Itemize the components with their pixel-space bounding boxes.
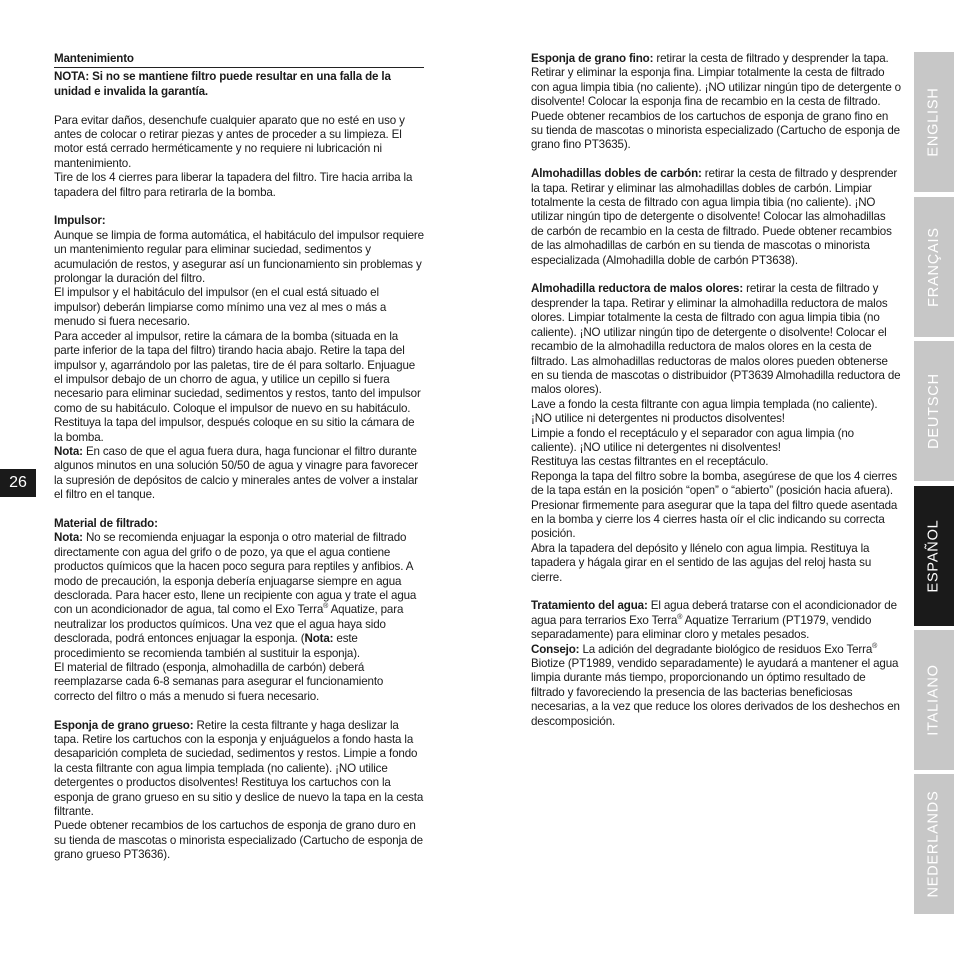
tab-francais[interactable] [914, 197, 954, 337]
fino-paragraph [531, 52, 901, 153]
olores-heading: Almohadilla reductora de malos olores: [531, 282, 744, 296]
impulsor-note [54, 445, 424, 503]
material-note [54, 531, 424, 661]
tab-espanol[interactable] [914, 486, 954, 626]
material-heading: Material de filtrado: [54, 516, 158, 530]
tab-deutsch[interactable] [914, 341, 954, 481]
intro-paragraph: Para evitar daños, desenchufe cualquier aparato que no esté en uso y antes de colocar o retirar piezas y antes de proceder a su limpieza. El motor está cerrado herméticamente y no requiere ni lubricación ni mantenimiento. [54, 113, 405, 170]
tab-label: ITALIANO [926, 664, 942, 736]
consejo-text: La adición del degradante biológico de residuos Exo Terra [579, 642, 873, 656]
tab-label: DEUTSCH [926, 373, 942, 449]
step-paragraph: Lave a fondo la cesta filtrante con agua limpia templada (no caliente). ¡NO utilice ni detergentes ni productos disolventes! [531, 397, 878, 426]
impulsor-paragraph: Aunque se limpia de forma automática, el habitáculo del impulsor requiere un mantenimiento regular para eliminar suciedad, sedimentos y acumulación de restos, y asegurar así un funcionamiento sin problemas y prolongar la duración del filtro. [54, 228, 424, 286]
carbon-paragraph [531, 167, 901, 268]
step-paragraph: Abra la tapadera del depósito y llénelo con agua limpia. Restituya la tapadera y hágala girar en el sentido de las agujas del reloj hasta su cierre. [531, 541, 872, 584]
note-label: Nota: [54, 531, 83, 545]
page-number: 26 [0, 469, 36, 497]
intro-paragraph: Tire de los 4 cierres para liberar la tapadera del filtro. Tire hacia arriba la tapadera del filtro para retirarla de la bomba. [54, 171, 413, 199]
impulsor-heading: Impulsor: [54, 214, 106, 228]
tab-label: ENGLISH [926, 87, 943, 157]
tab-label: NEDERLANDS [926, 790, 943, 898]
agua-text: Aquatize Terrarium (PT1979, vendido separadamente) para eliminar cloro y metales pesados. [531, 613, 872, 642]
fino-heading: Esponja de grano fino: [531, 52, 654, 65]
registered-mark: ® [323, 603, 329, 611]
material-paragraph: El material de filtrado (esponja, almohadilla de carbón) deberá reemplazarse cada 6-8 semanas para asegurar el funcionamiento correcto del filtro o más a menudo si fuera necesario. [54, 661, 384, 703]
note-text: No se recomienda enjuagar la esponja o otro material de filtrado directamente con agua del grifo o de pozo, ya que el agua contiene productos químicos que la hacen poco segura para reptiles y anfibios. A modo de precaución, la esponja debería enjuagarse siempre en agua desclorada. Para hacer esto, llene un recipiente con agua y trate el agua con un acondicionador de agua, tal como el Exo Terra [54, 531, 417, 617]
right-column [531, 52, 901, 729]
registered-mark: ® [677, 613, 683, 621]
step-paragraph: Reponga la tapa del filtro sobre la bomba, asegúrese de que los 4 cierres de la tapa están en la posición “open” o “abierto” (posición hacia afuera). Presionar firmemente para asegurar que la tapa del filtro quede asentada en la bomba y cierre los 4 cierres hasta oír el clic indicando su correcta posición. [531, 469, 898, 541]
section-title: Mantenimiento [54, 52, 424, 68]
note-text: este procedimiento se recomienda también al sustituir la esponja). [54, 632, 360, 660]
tab-label: ESPAÑOL [926, 519, 942, 593]
grueso-paragraph: Puede obtener recambios de los cartuchos de esponja de grano duro en su tienda de mascotas o minorista especializado (Cartucho de esponja de grano grueso PT3636). [54, 819, 423, 862]
consejo-text: Biotize (PT1989, vendido separadamente) le ayudará a mantener el agua limpia durante más tiempo, proporcionando un óptimo resultado de filtrado y favoreciendo la presencia de las bacterias beneficiosas necesarias, a la vez que reduce los olores derivados de los deshechos en descomposición. [531, 657, 900, 728]
left-column [54, 52, 424, 863]
note-text: En caso de que el agua fuera dura, haga funcionar el filtro durante algunos minutos en una solución 50/50 de agua y vinagre para favorecer la supresión de depósitos de calcio y minerales antes de volver a instalar el filtro en el tanque. [54, 444, 418, 502]
step-paragraph: Limpie a fondo el receptáculo y el separador con agua limpia (no caliente). ¡NO utilice ni detergentes ni disolventes! [531, 426, 854, 454]
agua-heading: Tratamiento del agua: [531, 599, 648, 613]
consejo-label: Consejo: [531, 642, 580, 656]
fino-text: retirar la cesta de filtrado y desprender la tapa. Retirar y eliminar la esponja fina. Limpiar totalmente la cesta de filtrado con agua limpia tibia (no caliente). ¡NO utilizar ningún tipo de detergente o disolvente! Colocar la esponja fina de recambio en la cesta de filtrado. Puede obtener recambios de los cartuchos de esponja de grano fino en su tienda de mascotas o minorista especializado (Cartucho de esponja de grano fino PT3635). [531, 52, 901, 152]
consejo-paragraph [531, 643, 901, 729]
carbon-heading: Almohadillas dobles de carbón: [531, 167, 702, 181]
note-text: Aquatize, para neutralizar los productos químicos. Una vez que el agua haya sido desclorada, podrá entonces enjuagar la esponja. ( [54, 603, 404, 646]
agua-paragraph [531, 599, 901, 642]
registered-mark: ® [872, 642, 878, 650]
grueso-paragraph [54, 719, 424, 820]
carbon-text: retirar la cesta de filtrado y desprender la tapa. Retirar y eliminar las almohadillas dobles de carbón. Limpiar totalmente la cesta de filtrado con agua limpia tibia (no caliente). ¡NO utilizar ningún tipo de detergente o disolvente! Colocar las almohadillas de carbón de recambio en la cesta de filtrado. Puede obtener recambios de las almohadillas de carbón en su tienda de mascotas o minorista especializada (Almohadilla doble de carbón PT3638). [531, 167, 898, 267]
step-paragraph: Restituya las cestas filtrantes en el receptáculo. [531, 455, 769, 469]
tab-english[interactable] [914, 52, 954, 192]
impulsor-paragraph: Para acceder al impulsor, retire la cámara de la bomba (situada en la parte inferior de la tapa del filtro) tirando hacia abajo. Retire la tapa del impulsor y, agarrándolo por las paletas, tire de él para soltarlo. Enjuague el impulsor debajo de un chorro de agua, y utilice un cepillo si fuera necesario para eliminar suciedad, sedimentos y restos, tanto del impulsor como de su habitáculo. Coloque el impulsor de nuevo en su habitáculo. Restituya la tapa del impulsor, después coloque en su sitio la cámara de la bomba. [54, 329, 421, 444]
tab-italiano[interactable] [914, 630, 954, 770]
grueso-text: Retire la cesta filtrante y haga deslizar la tapa. Retire los cartuchos con la esponja y enjuáguelos a fondo hasta la desaparición completa de suciedad, sedimentos y restos. Limpie a fondo la cesta filtrante con agua limpia templada (no caliente). ¡NO utilice detergentes o productos disolventes! Restituya los cartuchos con la esponja de grano grueso en su sitio y deslice de nuevo la tapa en la cesta filtrante. [54, 718, 424, 819]
tab-label: FRANÇAIS [926, 227, 942, 307]
olores-paragraph [531, 282, 901, 397]
grueso-heading: Esponja de grano grueso: [54, 718, 194, 732]
tab-nederlands[interactable] [914, 774, 954, 914]
note-label: Nota: [304, 632, 334, 646]
note-label: Nota: [54, 444, 83, 458]
impulsor-paragraph: El impulsor y el habitáculo del impulsor (en el cual está situado el impulsor) deberán limpiarse como mínimo una vez al mes o más a menudo si fuera necesario. [54, 286, 387, 329]
warning-note: NOTA: Si no se mantiene filtro puede resultar en una falla de la unidad e invalida la garantía. [54, 70, 391, 98]
olores-text: retirar la cesta de filtrado y desprender la tapa. Retirar y eliminar la almohadilla reductora de malos olores. Limpiar totalmente la cesta de filtrado con agua limpia tibia (no caliente). ¡NO utilizar ningún tipo de detergente o disolvente! Colocar el recambio de la almohadilla reductora de malos olores en la cesta de filtrado. Las almohadillas reductoras de malos olores pueden obtenerse en su tienda de mascotas o distribuidor (PT3639 Almohadilla reductora de malos olores). [531, 282, 901, 397]
agua-text: El agua deberá tratarse con el acondicionador de agua para terrarios Exo Terra [531, 599, 897, 627]
